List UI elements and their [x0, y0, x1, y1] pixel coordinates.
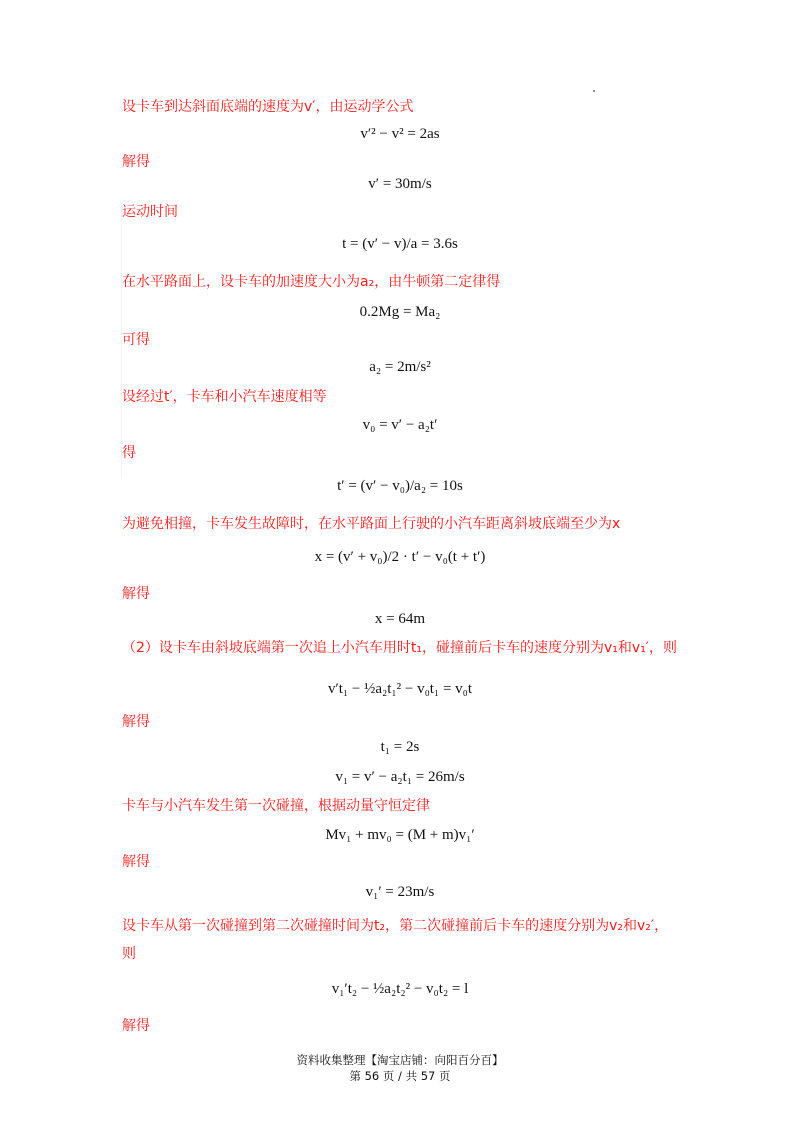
text-line-14: 设卡车从第一次碰撞到第二次碰撞时间为t₂，第二次碰撞前后卡车的速度分别为v₂和v₂′， [122, 918, 669, 934]
equation-5: a₂ = 2m/s² [369, 359, 431, 375]
text-line-15: 则 [122, 946, 136, 962]
equation-3: t = (v′ − v)/a = 3.6s [342, 236, 458, 252]
equation-10: v′t₁ − ½a₂t₁² − v₀t₁ = v₀t [327, 681, 473, 697]
equation-6: v₀ = v′ − a₂t′ [362, 417, 438, 433]
text-line-1: 设卡车到达斜面底端的速度为v′，由运动学公式 [122, 99, 414, 115]
text-line-16: 解得 [122, 1018, 150, 1034]
equation-15: v₁′t₂ − ½a₂t₂² − v₀t₂ = l [331, 981, 469, 997]
equation-11: t₁ = 2s [380, 739, 420, 755]
text-line-2: 解得 [122, 154, 150, 170]
text-line-3: 运动时间 [122, 204, 178, 220]
equation-1: v′² − v² = 2as [360, 126, 440, 142]
equation-8: x = (v′ + v₀)/2 · t′ − v₀(t + t′) [314, 549, 486, 565]
text-line-13: 解得 [122, 854, 150, 870]
equation-14: v₁′ = 23m/s [365, 884, 435, 900]
text-line-9: 解得 [122, 586, 150, 602]
text-line-7: 得 [122, 445, 136, 461]
text-line-8: 为避免相撞，卡车发生故障时，在水平路面上行驶的小汽车距离斜坡底端至少为x [122, 516, 621, 532]
equation-2: v′ = 30m/s [368, 176, 432, 192]
equation-4: 0.2Mg = Ma₂ [359, 304, 441, 320]
equation-13: Mv₁ + mv₀ = (M + m)v₁′ [325, 827, 475, 843]
text-line-4: 在水平路面上，设卡车的加速度大小为a₂，由牛顿第二定律得 [122, 274, 501, 290]
footer-page-number: 第 56 页 / 共 57 页 [349, 1069, 451, 1083]
text-line-11: 解得 [122, 714, 150, 730]
text-line-12: 卡车与小汽车发生第一次碰撞，根据动量守恒定律 [122, 798, 430, 814]
equation-12: v₁ = v′ − a₂t₁ = 26m/s [335, 769, 465, 785]
equation-7: t′ = (v′ − v₀)/a₂ = 10s [337, 478, 463, 494]
text-line-10: （2）设卡车由斜坡底端第一次追上小汽车用时t₁，碰撞前后卡车的速度分别为v₁和v₁′，则 [122, 640, 677, 656]
equation-9: x = 64m [374, 611, 426, 627]
speck-mark [593, 90, 595, 92]
text-line-5: 可得 [122, 332, 150, 348]
footer-source: 资料收集整理【淘宝店铺：向阳百分百】 [296, 1053, 504, 1067]
text-line-6: 设经过t′，卡车和小汽车速度相等 [122, 389, 327, 405]
